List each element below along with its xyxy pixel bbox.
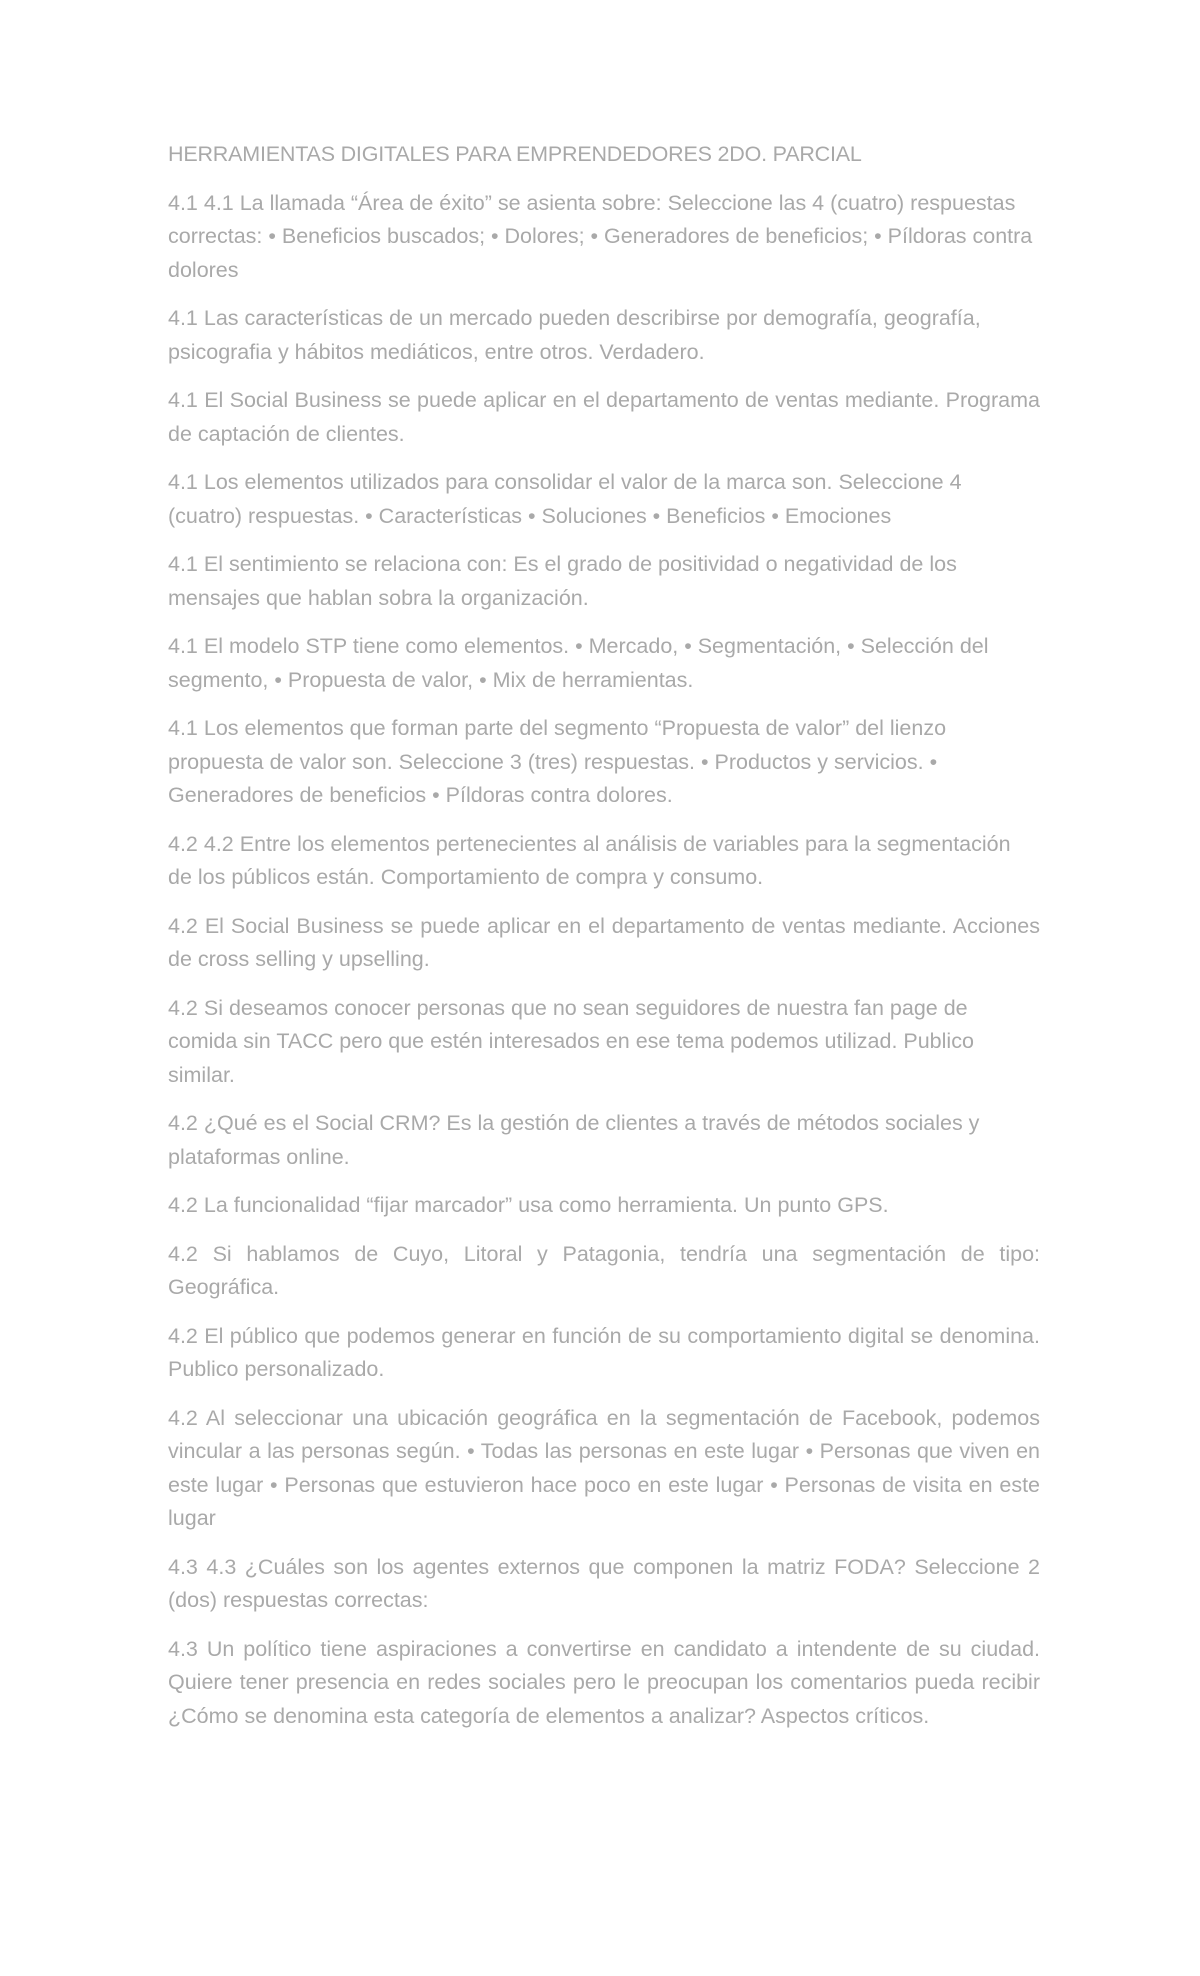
paragraph-7: 4.1 Los elementos que forman parte del segmento “Propuesta de valor” del lienzo propuesta de valor son. Seleccione 3 (tres) respuestas. • Productos y servicios. • Generadores de beneficios • Píldoras contra dolores. (168, 716, 947, 807)
paragraph-10: 4.2 Si deseamos conocer personas que no sean seguidores de nuestra fan page de comida sin TACC pero que estén interesados en ese tema podemos utilizad. Publico similar. (168, 995, 974, 1087)
paragraph-2: 4.1 Las características de un mercado pueden describirse por demografía, geografía, psicografia y hábitos mediáticos, entre otros. Verdadero. (168, 306, 981, 364)
paragraph-5: 4.1 El sentimiento se relaciona con: Es el grado de positividad o negatividad de los mensajes que hablan sobra la organización. (168, 552, 957, 610)
paragraph-1: 4.1 4.1 La llamada “Área de éxito” se asienta sobre: Seleccione las 4 (cuatro) respuestas correctas: • Beneficios buscados; • Dolores; • Generadores de beneficios; • Píldoras contra dolores (168, 190, 1033, 282)
paragraph-13: 4.2 Si hablamos de Cuyo, Litoral y Patagonia, tendría una segmentación de tipo: Geográfica. (168, 1241, 1040, 1299)
paragraph-11: 4.2 ¿Qué es el Social CRM? Es la gestión de clientes a través de métodos sociales y plataformas online. (168, 1111, 980, 1169)
paragraph-3: 4.1 El Social Business se puede aplicar en el departamento de ventas mediante. Programa de captación de clientes. (168, 388, 1040, 446)
document-title: HERRAMIENTAS DIGITALES PARA EMPRENDEDORES 2DO. PARCIAL (168, 142, 862, 166)
paragraph-8: 4.2 4.2 Entre los elementos pertenecientes al análisis de variables para la segmentación de los públicos están. Comportamiento de compra y consumo. (168, 831, 1011, 889)
paragraph-6: 4.1 El modelo STP tiene como elementos. • Mercado, • Segmentación, • Selección del segmento, • Propuesta de valor, • Mix de herramientas. (168, 634, 989, 692)
paragraph-17: 4.3 Un político tiene aspiraciones a convertirse en candidato a intendente de su ciudad. Quiere tener presencia en redes sociales pero le preocupan los comentarios pueda recibir ¿Cómo se denomina esta categoría de elementos a analizar? Aspectos críticos. (168, 1636, 1040, 1728)
paragraph-12: 4.2 La funcionalidad “fijar marcador” usa como herramienta. Un punto GPS. (168, 1193, 889, 1217)
paragraph-9: 4.2 El Social Business se puede aplicar en el departamento de ventas mediante. Acciones de cross selling y upselling. (168, 913, 1040, 971)
paragraph-14: 4.2 El público que podemos generar en función de su comportamiento digital se denomina. Publico personalizado. (168, 1323, 1040, 1381)
document-page (168, 138, 1040, 1748)
paragraph-16: 4.3 4.3 ¿Cuáles son los agentes externos que componen la matriz FODA? Seleccione 2 (dos) respuestas correctas: (168, 1554, 1040, 1612)
paragraph-4: 4.1 Los elementos utilizados para consolidar el valor de la marca son. Seleccione 4 (cuatro) respuestas. • Características • Soluciones • Beneficios • Emociones (168, 470, 962, 528)
paragraph-15: 4.2 Al seleccionar una ubicación geográfica en la segmentación de Facebook, podemos vincular a las personas según. • Todas las personas en este lugar • Personas que viven en este lugar • Personas que estuvieron hace poco en este lugar • Personas de visita en este lugar (168, 1405, 1040, 1530)
